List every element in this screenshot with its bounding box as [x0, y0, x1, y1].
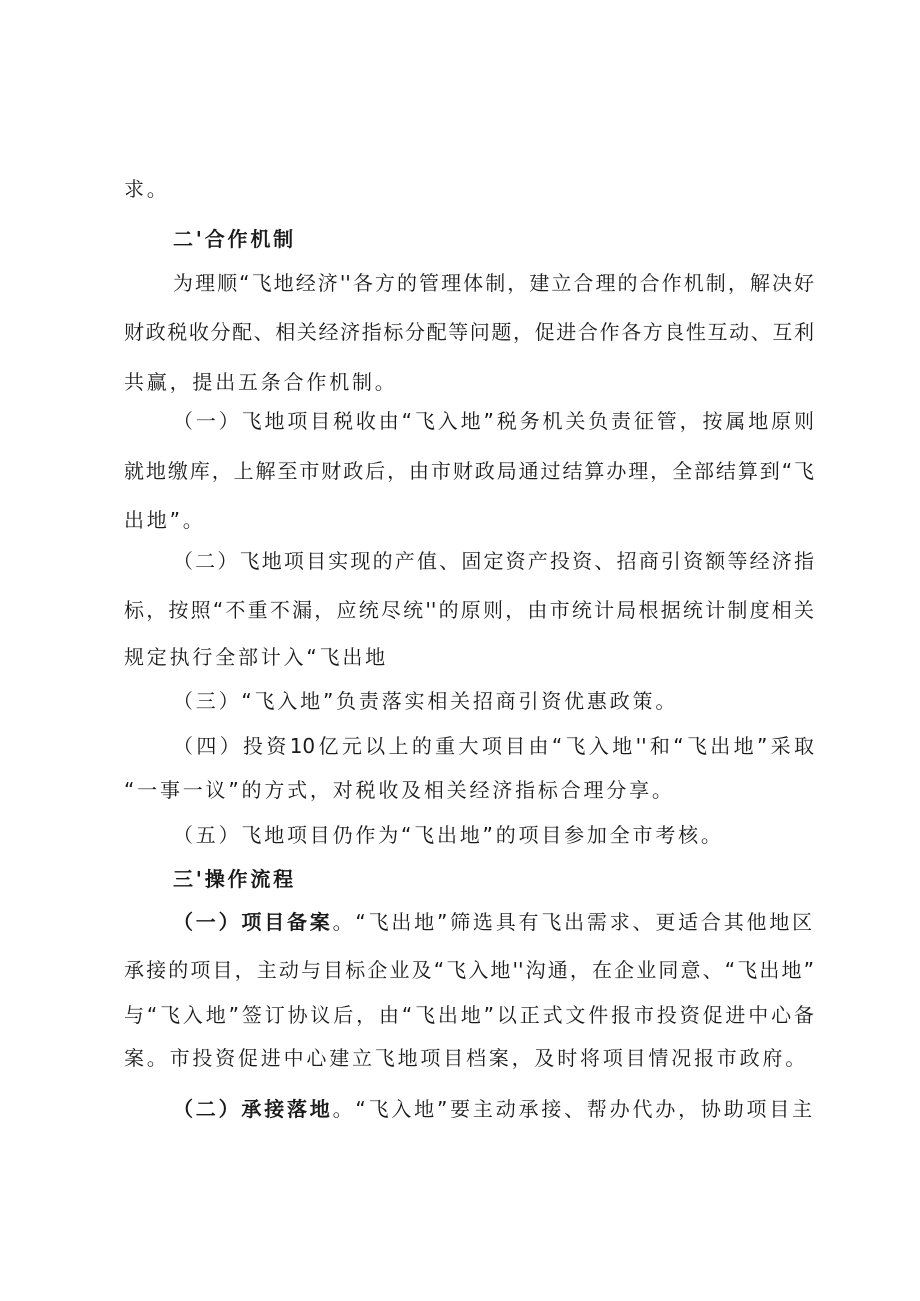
text-line: 承接的项目，主动与目标企业及“飞入地''沟通，在企业同意、“飞出地” [124, 958, 814, 982]
text-line: 规定执行全部计入“飞出地 [124, 645, 388, 669]
text-line: （三）“飞入地”负责落实相关招商引资优惠政策。 [173, 689, 679, 713]
text-line: （一）飞地项目税收由“飞入地”税务机关负责征管，按属地原则 [173, 409, 814, 433]
subheading-filing: （一）项目备案 [173, 910, 333, 934]
text-line: “一事一议”的方式，对税收及相关经济指标合理分享。 [124, 778, 675, 802]
text-run: 。“飞出地”筛选具有飞出需求、更适合其他地区 [332, 910, 815, 934]
text-line: 与“飞入地”签订协议后，由“飞出地”以正式文件报市投资促进中心备 [124, 1003, 814, 1027]
text-line [173, 1094, 814, 1124]
text-line: （五）飞地项目仍作为“飞出地”的项目参加全市考核。 [173, 823, 724, 847]
text-line: 出地”。 [124, 508, 206, 532]
section-heading: 二'合作机制 [173, 227, 296, 251]
text-line: 财政税收分配、相关经济指标分配等问题，促进合作各方良性互动、互利 [124, 320, 814, 344]
text-line: （二）飞地项目实现的产值、固定资产投资、招商引资额等经济指 [173, 549, 814, 573]
text-line: 求。 [124, 177, 170, 201]
text-line: 就地缴库，上解至市财政后，由市财政局通过结算办理，全部结算到“飞 [124, 459, 814, 483]
text-line: 共赢，提出五条合作机制。 [124, 370, 398, 394]
text-line: 案。市投资促进中心建立飞地项目档案，及时将项目情况报市政府。 [124, 1046, 808, 1070]
section-heading: 三'操作流程 [173, 867, 296, 891]
text-line [173, 907, 814, 937]
subheading-landing: （二）承接落地 [173, 1097, 333, 1121]
text-line: （四）投资10亿元以上的重大项目由“飞入地''和“飞出地”采取 [173, 734, 814, 758]
text-run: 。“飞入地”要主动承接、帮办代办，协助项目主 [332, 1097, 815, 1121]
text-line: 为理顺“飞地经济''各方的管理体制，建立合理的合作机制，解决好 [173, 271, 814, 295]
text-line: 标，按照“不重不漏，应统尽统''的原则，由市统计局根据统计制度相关 [124, 598, 814, 622]
